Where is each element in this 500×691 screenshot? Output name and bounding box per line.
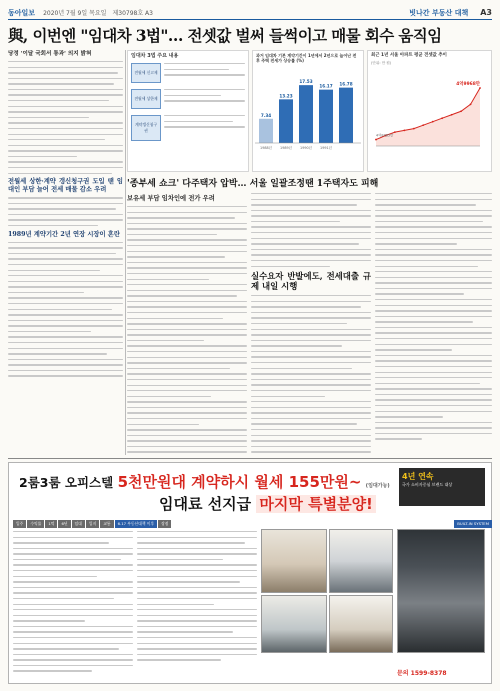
- ad-text-col-1: [13, 531, 133, 679]
- data-point: [375, 139, 377, 141]
- interior-photo-1: [261, 529, 327, 593]
- advertisement: [8, 462, 492, 684]
- data-point: [394, 131, 396, 133]
- ad-phone-number: 문의 1599-8378: [397, 670, 447, 677]
- ad-sub-pre: 임대료 선지급: [159, 495, 252, 513]
- main-headline: 與, 이번엔 "임대차 3법"… 전셋값 벌써 들썩이고 매물 회수 움직임: [8, 26, 442, 45]
- kicker: 당정 '이달 국회서 통과' 의지 밝혀: [8, 51, 92, 57]
- data-point: [470, 103, 472, 105]
- ad-text-col-2: [137, 531, 257, 679]
- ad-brand-badge: [399, 468, 485, 506]
- ad-headline: [19, 471, 390, 492]
- ad-tag: 임대: [72, 520, 85, 528]
- bar: [259, 119, 273, 143]
- data-point: [432, 121, 434, 123]
- chart-title: 최근 1년 서울 아파트 평균 전셋값 추이: [371, 53, 447, 58]
- ad-headline-highlight: 5천만원대 계약하시 월세 155만원~: [117, 473, 362, 491]
- bar-chart: [253, 65, 363, 155]
- data-point: [441, 117, 443, 119]
- ad-tag: 입지: [86, 520, 99, 528]
- mid-article-headline: '종부세 쇼크' 다주택자 압박… 서울 일괄조정땐 1주택자도 피해: [127, 179, 379, 189]
- interior-photo-2: [329, 529, 393, 593]
- section-subhead-2: 1989년 계약기간 2년 연장 시장이 혼란: [8, 230, 120, 238]
- chart-unit: (단위: 만 원): [371, 61, 392, 65]
- ad-divider: [8, 458, 492, 459]
- law-item-3: 계약갱신청구권: [131, 115, 161, 141]
- page-number: A3: [480, 8, 492, 17]
- ad-sub-highlight: 마지막 특별분양!: [256, 495, 376, 513]
- chart-law-summary: [127, 50, 249, 172]
- data-point: [403, 129, 405, 131]
- article-column-1: [8, 50, 123, 455]
- newspaper-logo: 동아일보: [8, 8, 36, 17]
- issue-date: 2020년 7월 9일 목요일: [43, 10, 107, 17]
- ad-tag-active: 6.17 부동산대책 이후: [115, 520, 158, 528]
- body-text-block: [8, 61, 123, 174]
- ad-tag: 수익률: [27, 520, 44, 528]
- article-column-4: [375, 193, 492, 455]
- chart-title: 임대차 3법 주요 내용: [131, 53, 179, 59]
- masthead: [8, 6, 492, 20]
- law-item-1: 전월세 신고제: [131, 63, 161, 83]
- data-point: [413, 128, 415, 130]
- line-chart: [368, 66, 491, 162]
- issue-number: 제30798호 A3: [112, 10, 153, 17]
- built-in-photo: [397, 529, 485, 653]
- end-value-label: 4억9968만: [456, 82, 480, 88]
- ad-subheadline: [159, 493, 376, 514]
- law-item-2: 전월세 상한제: [131, 89, 161, 109]
- x-tick-label: 1988년: [260, 146, 272, 150]
- chart-jeonse-rise: [252, 50, 364, 172]
- data-point: [479, 87, 481, 89]
- article-column-2: [127, 193, 247, 455]
- chart-title: 과거 임대차 기본 계약기간이 1년에서 2년으로 늘어난 전후 주택 전세가 상승률 (%): [256, 53, 357, 63]
- bar-value-label: 7.34: [260, 112, 272, 118]
- col-section-headline: 실수요자 반발에도, 전세대출 규제 내일 시행: [251, 271, 371, 292]
- bar-value-label: 16.17: [319, 83, 333, 89]
- data-point: [422, 124, 424, 126]
- column-divider: [125, 50, 126, 455]
- chart-seoul-jeonse-trend: [367, 50, 492, 172]
- ad-tag-built-in: BUILT-IN SYSTEM: [454, 520, 492, 528]
- ad-tag: 6년: [58, 520, 70, 528]
- ad-tag: 교통: [100, 520, 113, 528]
- x-tick-label: 1991년: [320, 146, 332, 150]
- start-value-label: 4억8485만: [376, 133, 394, 138]
- brand-line-2: 국가 소비자중심 브랜드 대상: [402, 482, 453, 487]
- bar-value-label: 13.23: [279, 93, 293, 99]
- bar-value-label: 16.78: [339, 81, 353, 87]
- data-point: [451, 114, 453, 116]
- brand-line-1: 4년 연속: [402, 472, 434, 481]
- bar: [339, 88, 353, 143]
- section-title: 빗나간 부동산 대책: [409, 8, 469, 17]
- ad-headline-pre: 2룸3룸 오피스텔: [19, 475, 114, 490]
- x-tick-label: 1990년: [300, 146, 312, 150]
- x-tick-label: 1989년: [280, 146, 292, 150]
- mid-subhead: 보유세 부담 임차인에 전가 우려: [127, 195, 215, 202]
- bar: [279, 99, 293, 143]
- interior-photo-4: [329, 595, 393, 653]
- ad-tag: 1억: [45, 520, 57, 528]
- interior-photo-3: [261, 595, 327, 653]
- ad-tag: 입주: [13, 520, 26, 528]
- data-point: [460, 110, 462, 112]
- ad-tag: 장점: [158, 520, 171, 528]
- bar: [319, 90, 333, 143]
- bar-value-label: 17.53: [299, 79, 313, 85]
- ad-tag-bar: [13, 520, 493, 528]
- ad-headline-note: (임대가능): [365, 483, 390, 489]
- bar: [299, 85, 313, 143]
- section-subhead: 전월세 상한·계약 갱신청구권 도입 땐 임대인 부담 늘어 전세 매물 감소 우려: [8, 178, 123, 194]
- article-column-3: [251, 193, 371, 455]
